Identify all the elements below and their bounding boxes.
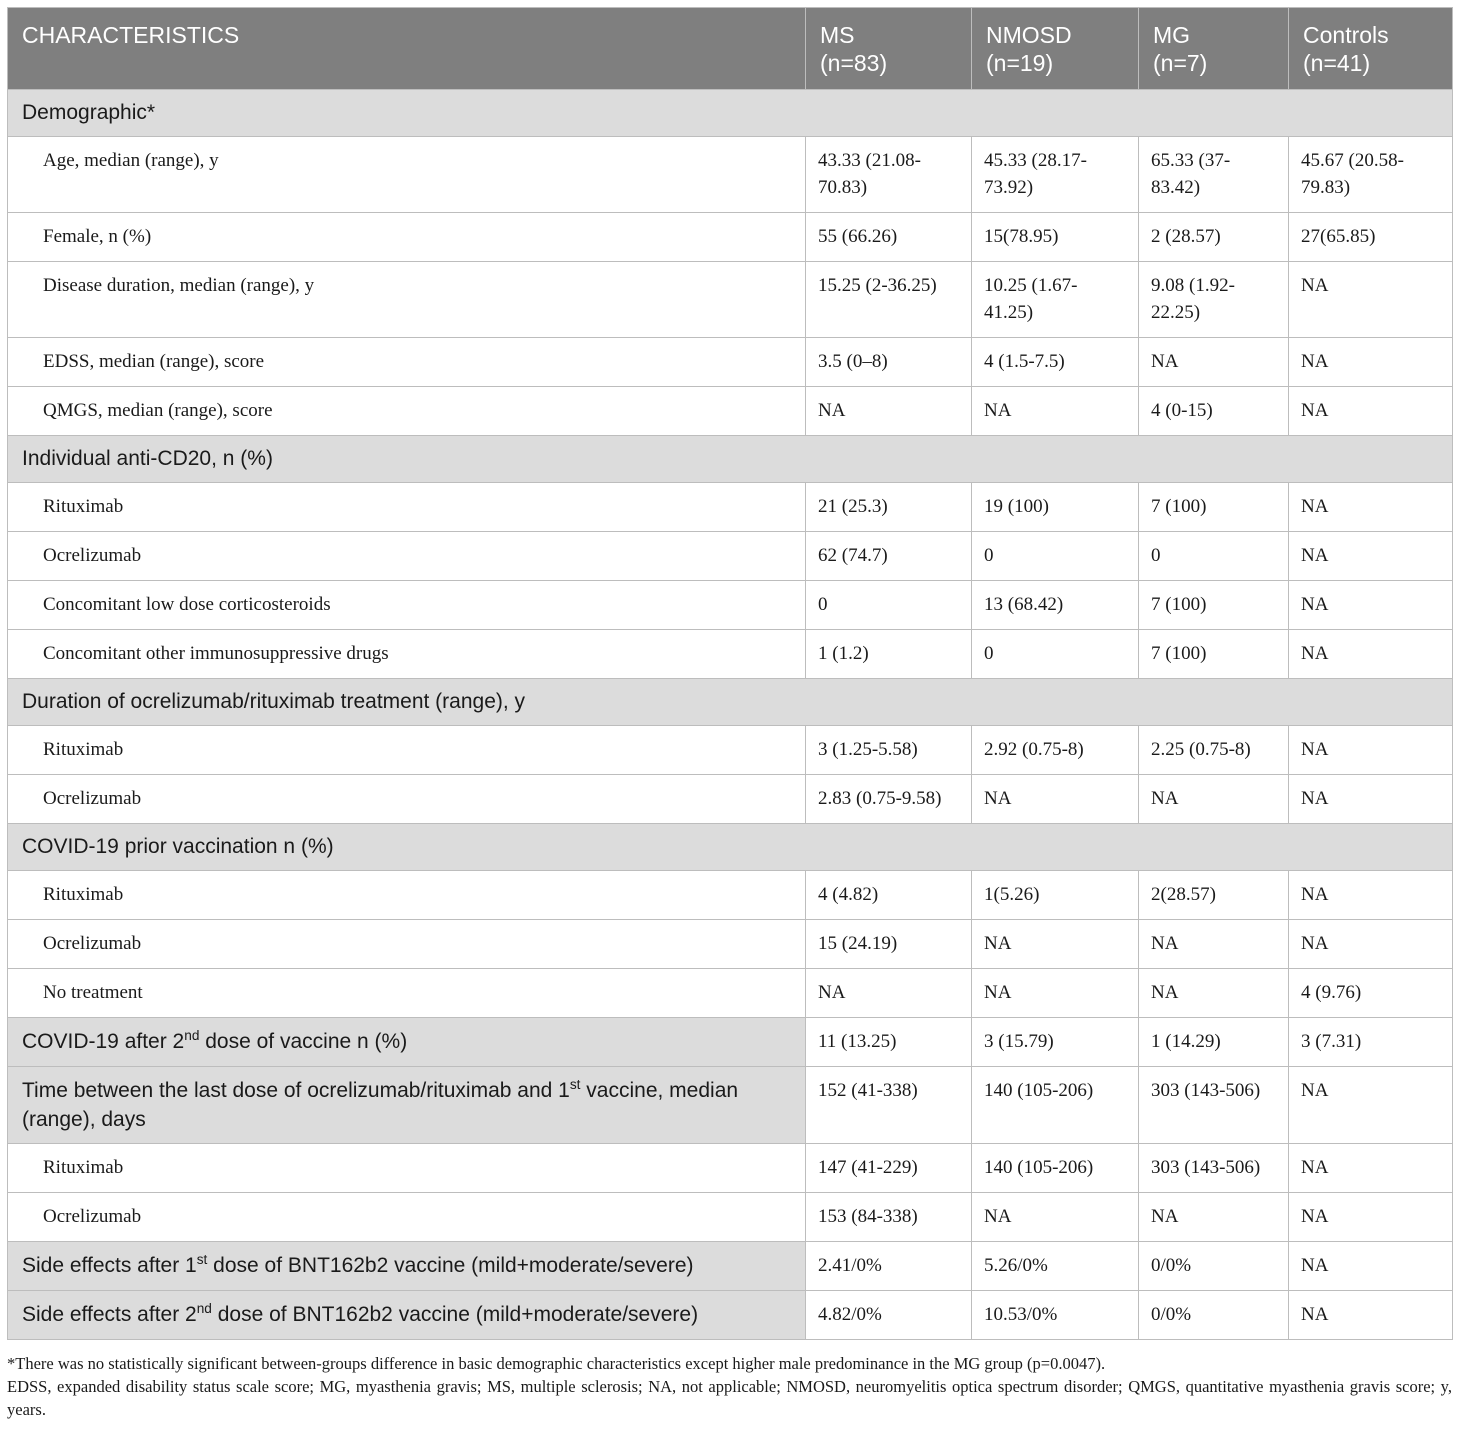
- section-prior-vaccination: [8, 824, 1453, 871]
- cell-nmosd: 3 (15.79): [972, 1018, 1139, 1067]
- section-label: COVID-19 prior vaccination n (%): [8, 824, 1453, 871]
- cell-mg: 1 (14.29): [1139, 1018, 1289, 1067]
- cell-mg: 303 (143-506): [1139, 1144, 1289, 1193]
- cell-nmosd: NA: [972, 969, 1139, 1018]
- characteristics-table-container: [7, 7, 1452, 1340]
- section-anti-cd20: [8, 436, 1453, 483]
- section-label: Duration of ocrelizumab/rituximab treatment (range), y: [8, 679, 1453, 726]
- header-mg: MG (n=7): [1139, 8, 1289, 90]
- cell-controls: NA: [1289, 920, 1453, 969]
- cell-mg: 7 (100): [1139, 581, 1289, 630]
- footnote-abbreviations: EDSS, expanded disability status scale score; MG, myasthenia gravis; MS, multiple sclerosis; NA, not applicable; NMOSD, neuromyelitis optica spectrum disorder; QMGS, quantitative myasthenia gravis score; y, years.: [7, 1377, 1452, 1419]
- cell-nmosd: 19 (100): [972, 483, 1139, 532]
- header-ms: MS (n=83): [806, 8, 972, 90]
- cell-controls: NA: [1289, 338, 1453, 387]
- cell-ms: 55 (66.26): [806, 213, 972, 262]
- cell-controls: NA: [1289, 1291, 1453, 1340]
- cell-nmosd: 1(5.26): [972, 871, 1139, 920]
- cell-controls: NA: [1289, 483, 1453, 532]
- cell-mg: 0/0%: [1139, 1291, 1289, 1340]
- table-row: [8, 213, 1453, 262]
- table-row: [8, 1144, 1453, 1193]
- row-label: Disease duration, median (range), y: [8, 262, 806, 338]
- row-label: Rituximab: [8, 483, 806, 532]
- cell-ms: 4 (4.82): [806, 871, 972, 920]
- cell-mg: 7 (100): [1139, 630, 1289, 679]
- cell-mg: 65.33 (37-83.42): [1139, 137, 1289, 213]
- table-row: [8, 726, 1453, 775]
- cell-mg: NA: [1139, 969, 1289, 1018]
- cell-ms: 3.5 (0–8): [806, 338, 972, 387]
- table-row-highlighted: [8, 1242, 1453, 1291]
- cell-controls: NA: [1289, 532, 1453, 581]
- cell-controls: 4 (9.76): [1289, 969, 1453, 1018]
- table-row-highlighted: [8, 1018, 1453, 1067]
- cell-controls: 3 (7.31): [1289, 1018, 1453, 1067]
- cell-mg: 0/0%: [1139, 1242, 1289, 1291]
- cell-mg: NA: [1139, 920, 1289, 969]
- cell-nmosd: 0: [972, 630, 1139, 679]
- table-row: [8, 532, 1453, 581]
- row-label: QMGS, median (range), score: [8, 387, 806, 436]
- cell-ms: 15 (24.19): [806, 920, 972, 969]
- cell-nmosd: NA: [972, 387, 1139, 436]
- row-label: Ocrelizumab: [8, 775, 806, 824]
- table-row: [8, 969, 1453, 1018]
- cell-ms: 62 (74.7): [806, 532, 972, 581]
- cell-controls: NA: [1289, 387, 1453, 436]
- cell-ms: NA: [806, 387, 972, 436]
- row-label: Rituximab: [8, 726, 806, 775]
- cell-controls: NA: [1289, 1067, 1453, 1144]
- row-label: Side effects after 2nd dose of BNT162b2 vaccine (mild+moderate/severe): [8, 1291, 806, 1340]
- row-label: Time between the last dose of ocrelizumab/rituximab and 1st vaccine, median (range), days: [8, 1067, 806, 1144]
- characteristics-table: [7, 7, 1453, 1340]
- cell-ms: 0: [806, 581, 972, 630]
- cell-ms: 43.33 (21.08-70.83): [806, 137, 972, 213]
- cell-controls: 45.67 (20.58-79.83): [1289, 137, 1453, 213]
- cell-mg: 303 (143-506): [1139, 1067, 1289, 1144]
- cell-mg: 2.25 (0.75-8): [1139, 726, 1289, 775]
- table-row-highlighted: [8, 1067, 1453, 1144]
- cell-nmosd: NA: [972, 775, 1139, 824]
- section-label: Individual anti-CD20, n (%): [8, 436, 1453, 483]
- cell-mg: NA: [1139, 775, 1289, 824]
- table-row: [8, 1193, 1453, 1242]
- cell-nmosd: 13 (68.42): [972, 581, 1139, 630]
- cell-ms: NA: [806, 969, 972, 1018]
- cell-controls: 27(65.85): [1289, 213, 1453, 262]
- row-label: Age, median (range), y: [8, 137, 806, 213]
- cell-controls: NA: [1289, 1144, 1453, 1193]
- cell-ms: 4.82/0%: [806, 1291, 972, 1340]
- cell-controls: NA: [1289, 1193, 1453, 1242]
- table-row: [8, 581, 1453, 630]
- table-row: [8, 137, 1453, 213]
- cell-ms: 152 (41-338): [806, 1067, 972, 1144]
- cell-mg: 0: [1139, 532, 1289, 581]
- cell-ms: 21 (25.3): [806, 483, 972, 532]
- row-label: EDSS, median (range), score: [8, 338, 806, 387]
- cell-nmosd: 4 (1.5-7.5): [972, 338, 1139, 387]
- table-row: [8, 262, 1453, 338]
- header-nmosd: NMOSD (n=19): [972, 8, 1139, 90]
- cell-mg: NA: [1139, 1193, 1289, 1242]
- header-row: [8, 8, 1453, 90]
- row-label: Ocrelizumab: [8, 920, 806, 969]
- row-label: No treatment: [8, 969, 806, 1018]
- cell-nmosd: NA: [972, 1193, 1139, 1242]
- cell-controls: NA: [1289, 262, 1453, 338]
- section-demographic: [8, 90, 1453, 137]
- cell-nmosd: 140 (105-206): [972, 1144, 1139, 1193]
- row-label: Ocrelizumab: [8, 532, 806, 581]
- section-label: Demographic*: [8, 90, 1453, 137]
- header-controls: Controls (n=41): [1289, 8, 1453, 90]
- cell-ms: 2.83 (0.75-9.58): [806, 775, 972, 824]
- cell-mg: NA: [1139, 338, 1289, 387]
- row-label: Rituximab: [8, 1144, 806, 1193]
- table-footnotes: [7, 1352, 1452, 1421]
- cell-ms: 1 (1.2): [806, 630, 972, 679]
- table-row: [8, 483, 1453, 532]
- row-label: Side effects after 1st dose of BNT162b2 vaccine (mild+moderate/severe): [8, 1242, 806, 1291]
- footnote-significance: *There was no statistically significant between-groups difference in basic demographic characteristics except higher male predominance in the MG group (p=0.0047).: [7, 1354, 1106, 1373]
- cell-ms: 3 (1.25-5.58): [806, 726, 972, 775]
- section-duration: [8, 679, 1453, 726]
- table-row-highlighted: [8, 1291, 1453, 1340]
- cell-mg: 7 (100): [1139, 483, 1289, 532]
- table-row: [8, 775, 1453, 824]
- row-label: Concomitant low dose corticosteroids: [8, 581, 806, 630]
- cell-nmosd: 10.25 (1.67-41.25): [972, 262, 1139, 338]
- cell-mg: 2(28.57): [1139, 871, 1289, 920]
- cell-mg: 2 (28.57): [1139, 213, 1289, 262]
- cell-nmosd: 15(78.95): [972, 213, 1139, 262]
- table-row: [8, 338, 1453, 387]
- table-row: [8, 920, 1453, 969]
- table-row: [8, 387, 1453, 436]
- cell-controls: NA: [1289, 775, 1453, 824]
- table-row: [8, 871, 1453, 920]
- cell-controls: NA: [1289, 630, 1453, 679]
- cell-ms: 147 (41-229): [806, 1144, 972, 1193]
- cell-nmosd: 140 (105-206): [972, 1067, 1139, 1144]
- row-label: Ocrelizumab: [8, 1193, 806, 1242]
- cell-controls: NA: [1289, 871, 1453, 920]
- cell-ms: 11 (13.25): [806, 1018, 972, 1067]
- row-label: COVID-19 after 2nd dose of vaccine n (%): [8, 1018, 806, 1067]
- cell-nmosd: NA: [972, 920, 1139, 969]
- cell-nmosd: 45.33 (28.17-73.92): [972, 137, 1139, 213]
- cell-ms: 15.25 (2-36.25): [806, 262, 972, 338]
- cell-nmosd: 10.53/0%: [972, 1291, 1139, 1340]
- cell-mg: 4 (0-15): [1139, 387, 1289, 436]
- cell-nmosd: 0: [972, 532, 1139, 581]
- cell-controls: NA: [1289, 726, 1453, 775]
- row-label: Rituximab: [8, 871, 806, 920]
- cell-mg: 9.08 (1.92-22.25): [1139, 262, 1289, 338]
- cell-nmosd: 5.26/0%: [972, 1242, 1139, 1291]
- cell-nmosd: 2.92 (0.75-8): [972, 726, 1139, 775]
- header-characteristics: CHARACTERISTICS: [8, 8, 806, 90]
- row-label: Female, n (%): [8, 213, 806, 262]
- cell-ms: 153 (84-338): [806, 1193, 972, 1242]
- cell-controls: NA: [1289, 581, 1453, 630]
- cell-ms: 2.41/0%: [806, 1242, 972, 1291]
- table-row: [8, 630, 1453, 679]
- row-label: Concomitant other immunosuppressive drugs: [8, 630, 806, 679]
- cell-controls: NA: [1289, 1242, 1453, 1291]
